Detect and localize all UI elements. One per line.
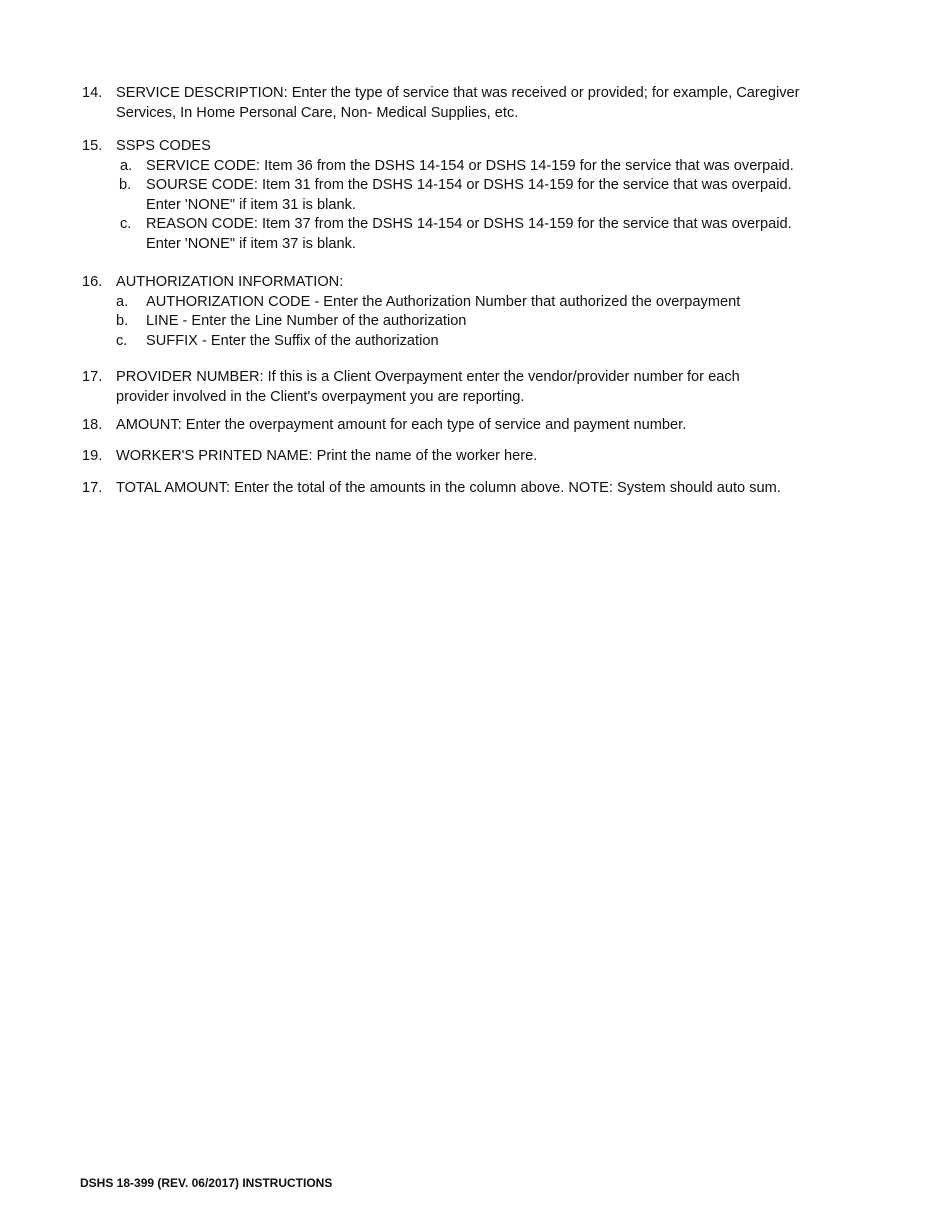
item-number: 17. [82, 369, 103, 385]
item-14 [82, 84, 882, 123]
sub-item-a [116, 293, 882, 313]
sub-item-c [116, 215, 882, 254]
item-title: SSPS CODES [116, 138, 211, 154]
sub-item-text: REASON CODE: Item 37 from the DSHS 14-154 or DSHS 14-159 for the service that was overpaid. [146, 216, 792, 232]
item-17-total-amount [82, 479, 882, 499]
sub-item-letter: b. [116, 313, 129, 329]
item-number: 19. [82, 448, 103, 464]
sub-item-letter: a. [116, 293, 129, 310]
sub-item-text: SOURSE CODE: Item 31 from the DSHS 14-154 or DSHS 14-159 for the service that was overpaid. [146, 177, 792, 193]
item-number: 14. [82, 85, 103, 101]
item-text: TOTAL AMOUNT: Enter the total of the amounts in the column above. NOTE: System should auto sum. [116, 480, 781, 496]
sub-item-text: Enter 'NONE" if item 31 is blank. [146, 196, 356, 213]
item-number: 17. [82, 480, 103, 496]
sub-item-text: SERVICE CODE: Item 36 from the DSHS 14-154 or DSHS 14-159 for the service that was overpaid. [146, 157, 794, 174]
sub-item-letter: b. [119, 177, 132, 193]
sub-item-letter: c. [116, 332, 128, 349]
sub-item-text: LINE - Enter the Line Number of the authorization [146, 313, 467, 329]
item-15 [82, 137, 882, 254]
sub-item-a [116, 157, 882, 177]
sub-item-letter: a. [120, 157, 133, 174]
sub-item-b [116, 312, 882, 332]
item-number: 16. [82, 274, 103, 290]
form-footer: DSHS 18-399 (REV. 06/2017) INSTRUCTIONS [80, 1176, 333, 1190]
item-text: SERVICE DESCRIPTION: Enter the type of service that was received or provided; for example, Caregiver [116, 85, 800, 101]
item-text: Services, In Home Personal Care, Non- Medical Supplies, etc. [116, 104, 519, 121]
sub-item-letter: c. [120, 216, 132, 232]
item-text: WORKER'S PRINTED NAME: Print the name of the worker here. [116, 448, 538, 464]
item-text: PROVIDER NUMBER: If this is a Client Overpayment enter the vendor/provider number for each [116, 369, 740, 385]
sub-item-text: AUTHORIZATION CODE - Enter the Authorization Number that authorized the overpayment [146, 293, 741, 310]
sub-item-b [116, 176, 882, 215]
item-text: AMOUNT: Enter the overpayment amount for each type of service and payment number. [116, 417, 687, 433]
item-number: 18. [82, 417, 103, 433]
sub-item-text: SUFFIX - Enter the Suffix of the authorization [146, 332, 439, 349]
item-16 [82, 273, 882, 351]
item-19 [82, 447, 882, 467]
item-number: 15. [82, 138, 103, 154]
item-text: provider involved in the Client's overpayment you are reporting. [116, 388, 525, 405]
sub-item-text: Enter 'NONE" if item 37 is blank. [146, 235, 356, 252]
item-18 [82, 416, 882, 436]
item-title: AUTHORIZATION INFORMATION: [116, 274, 344, 290]
item-17-provider-number [82, 368, 882, 407]
sub-item-c [116, 332, 882, 352]
